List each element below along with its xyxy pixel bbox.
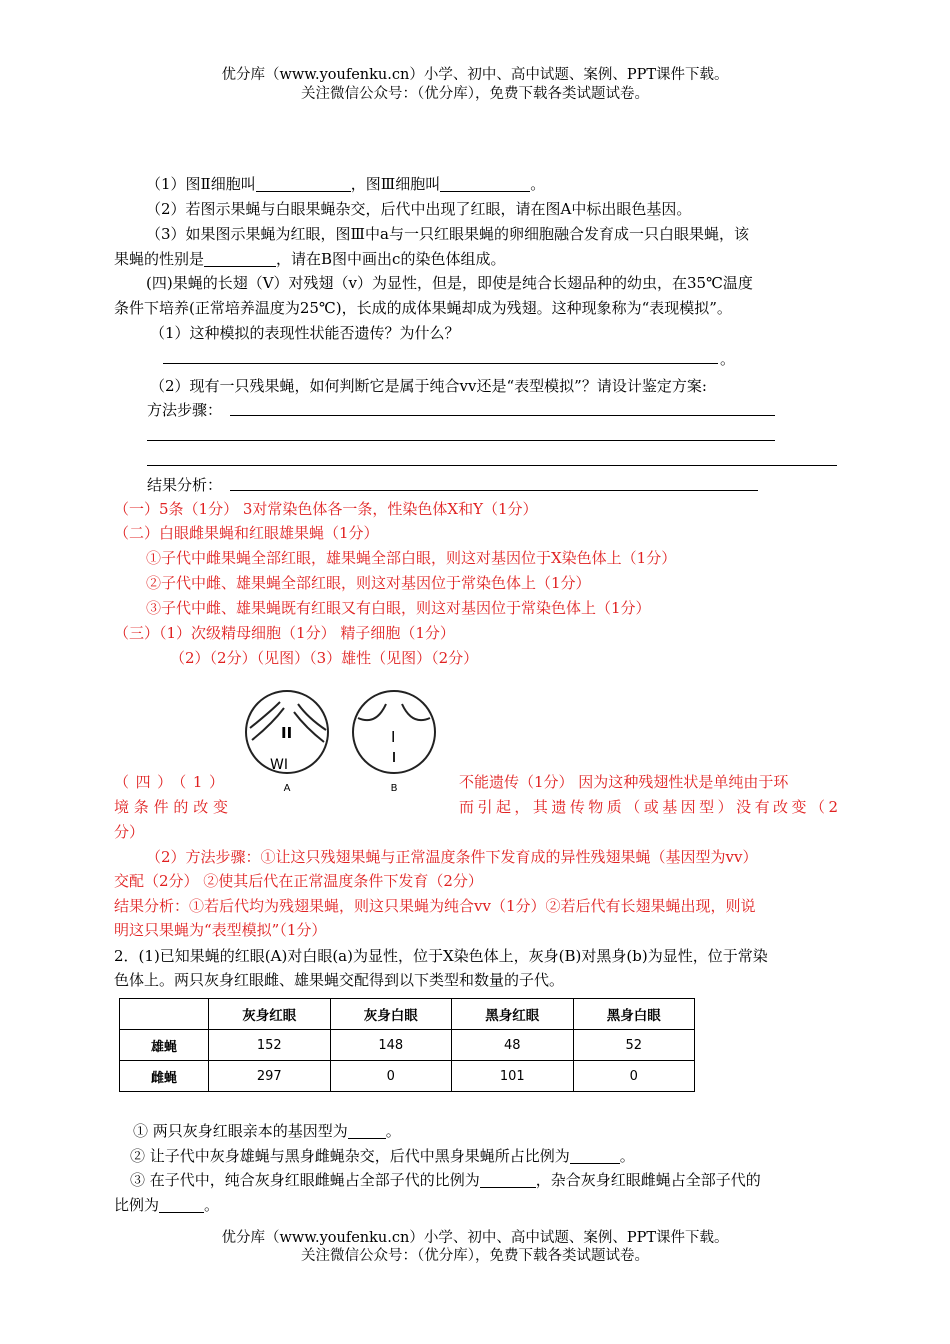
table-header-cell [120, 999, 209, 1030]
table-header-row [120, 999, 695, 1030]
q2-sub-2: ② 让子代中灰身雄蝇与黑身雌蝇杂交，后代中黑身果蝇所占比例为 。 [130, 1147, 635, 1165]
answer-3-2: （2）（2分）（见图）（3）雄性（见图）（2分） [170, 649, 479, 667]
q2-sub-3: ③ 在子代中，纯合灰身红眼雌蝇占全部子代的比例为 ，杂合灰身红眼雌蝇占全部子代的 [130, 1171, 761, 1189]
table-cell: 0 [330, 1061, 452, 1092]
method-label: 方法步骤： [147, 401, 223, 419]
answer-2-3: ③子代中雌、雄果蝇既有红眼又有白眼，则这对基因位于常染色体上（1分） [146, 599, 651, 617]
header-line-2: 关注微信公众号：（优分库），免费下载各类试题试卷。 [301, 86, 649, 102]
answer-4-2b: 交配（2分） ②使其后代在正常温度条件下发育（2分） [114, 872, 483, 890]
q2-line-2: 色体上。两只灰身红眼雌、雄果蝇交配得到以下类型和数量的子代。 [114, 971, 565, 989]
answer-2-2: ②子代中雌、雄果蝇全部红眼，则这对基因位于常染色体上（1分） [146, 574, 591, 592]
q3-line-1: （1）图Ⅱ细胞叫 ，图Ⅲ细胞叫 。 [146, 175, 546, 193]
table-header-cell: 灰身白眼 [330, 999, 452, 1030]
answer-line [147, 440, 775, 441]
table-cell: 297 [209, 1061, 331, 1092]
q3-line-3: （3）如果图示果蝇为红眼，图Ⅲ中a与一只红眼果蝇的卵细胞融合发育成一只白眼果蝇，该 [146, 225, 749, 243]
answer-line [163, 363, 718, 364]
result-label: 结果分析： [147, 476, 223, 494]
table-row [120, 1030, 695, 1061]
answer-line [230, 490, 758, 491]
q2-sub-1: ① 两只灰身红眼亲本的基因型为 。 [133, 1122, 401, 1140]
answer-line [230, 415, 775, 416]
table-cell: 101 [452, 1061, 574, 1092]
offspring-table [119, 998, 695, 1092]
roman-label-b: I [391, 728, 396, 746]
table-header-cell: 黑身白眼 [573, 999, 695, 1030]
q4-sub-1: （1）这种模拟的表现性状能否遗传？为什么？ [150, 324, 460, 342]
table-cell: 148 [330, 1030, 452, 1061]
footer-line-2: 关注微信公众号：（优分库），免费下载各类试题试卷。 [301, 1248, 649, 1264]
table-cell: 48 [452, 1030, 574, 1061]
answer-1: （一）5条（1分） 3对常染色体各一条，性染色体X和Y（1分） [114, 500, 538, 518]
answer-4-right-2: 而引起，其遗传物质（或基因型）没有改变（2 [459, 798, 838, 816]
q3-line-4: 果蝇的性别是 ，请在B图中画出c的染色体组成。 [114, 250, 506, 268]
q4-sub-1-end: 。 [720, 350, 736, 368]
table-row-label: 雌蝇 [120, 1061, 209, 1092]
table-header-cell: 黑身红眼 [452, 999, 574, 1030]
q2-line-1: 2．(1)已知果蝇的红眼(A)对白眼(a)为显性，位于X染色体上，灰身(B)对黑身(b)为显性，位于常染 [114, 947, 768, 965]
answer-3-1: （三）（1）次级精母细胞（1分） 精子细胞（1分） [114, 624, 455, 642]
figure-a-label: A [283, 783, 291, 794]
table-cell: 52 [573, 1030, 695, 1061]
q4-sub-2: （2）现有一只残果蝇，如何判断它是属于纯合vv还是“表型模拟”？请设计鉴定方案: [150, 377, 707, 395]
answer-4-left-2: 境条件的改变 [114, 798, 228, 816]
q3-line-2: （2）若图示果蝇与白眼果蝇杂交，后代中出现了红眼，请在图A中标出眼色基因。 [146, 200, 692, 218]
q4-line-1: (四)果蝇的长翅（V）对残翅（v）为显性，但是，即使是纯合长翅品种的幼虫，在35℃温度 [146, 274, 753, 292]
q2-sub-4: 比例为 。 [114, 1196, 220, 1214]
figure-b-label: B [390, 783, 398, 794]
table-cell: 152 [209, 1030, 331, 1061]
table-header-cell: 灰身红眼 [209, 999, 331, 1030]
table-cell: 0 [573, 1061, 695, 1092]
answer-4-right-1: 不能遗传（1分） 因为这种残翅性状是单纯由于环 [459, 773, 789, 791]
table-row-label: 雄蝇 [120, 1030, 209, 1061]
cell-diagram [240, 690, 450, 796]
answer-4-left-1: （四）（1） [114, 773, 224, 791]
chromosome-label: WI [270, 757, 288, 773]
answer-4-3b: 明这只果蝇为“表型模拟”（1分） [114, 921, 327, 939]
answer-line [147, 465, 837, 466]
answer-4-2a: （2）方法步骤：①让这只残翅果蝇与正常温度条件下发育成的异性残翅果蝇（基因型为vv） [146, 848, 758, 866]
spindle-fiber [298, 704, 326, 730]
header-line-1: 优分库（www.youfenku.cn）小学、初中、高中试题、案例、PPT课件下载。 [221, 67, 729, 83]
answer-2-1: ①子代中雌果蝇全部红眼，雄果蝇全部白眼，则这对基因位于X染色体上（1分） [146, 549, 677, 567]
answer-4-3a: 结果分析：①若后代均为残翅果蝇，则这只果蝇为纯合vv（1分）②若后代有长翅果蝇出现，则说 [114, 897, 756, 915]
table-row [120, 1061, 695, 1092]
answer-2: （二）白眼雌果蝇和红眼雄果蝇（1分） [114, 524, 379, 542]
answer-4-line-3: 分） [114, 823, 145, 841]
roman-label-a: II [281, 724, 293, 742]
footer-line-1: 优分库（www.youfenku.cn）小学、初中、高中试题、案例、PPT课件下载。 [221, 1230, 729, 1246]
q4-line-2: 条件下培养(正常培养温度为25℃)，长成的成体果蝇却成为残翅。这种现象称为“表现模拟”。 [114, 299, 732, 317]
